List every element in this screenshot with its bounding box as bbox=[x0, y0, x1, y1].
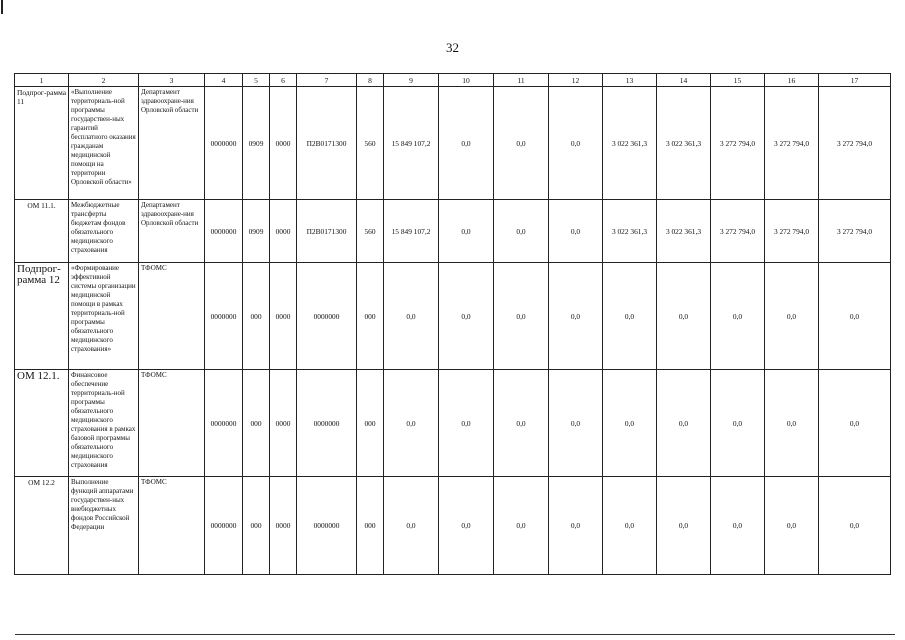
row-code: Подпрог-рамма 12 bbox=[15, 263, 69, 370]
cell-value: 3 022 361,3 bbox=[657, 200, 711, 263]
cell-value: 3 272 794,0 bbox=[711, 87, 765, 200]
cell-value: 0000000 bbox=[297, 370, 357, 477]
cell-value: 3 272 794,0 bbox=[819, 200, 891, 263]
cell-value: 0000 bbox=[270, 477, 297, 575]
column-header: 15 bbox=[711, 74, 765, 87]
table-row bbox=[15, 370, 891, 477]
column-header: 16 bbox=[765, 74, 819, 87]
cell-value: 0,0 bbox=[494, 370, 549, 477]
cell-value: 0,0 bbox=[657, 263, 711, 370]
row-executor: ТФОМС bbox=[139, 477, 205, 575]
column-header: 3 bbox=[139, 74, 205, 87]
budget-table bbox=[14, 73, 891, 575]
cell-value: 0000000 bbox=[205, 477, 243, 575]
row-executor: ТФОМС bbox=[139, 370, 205, 477]
cell-value: 0,0 bbox=[819, 477, 891, 575]
column-header: 2 bbox=[69, 74, 139, 87]
cell-value: 0,0 bbox=[494, 263, 549, 370]
column-header: 4 bbox=[205, 74, 243, 87]
cell-value: 3 272 794,0 bbox=[711, 200, 765, 263]
cell-value: 0000000 bbox=[205, 87, 243, 200]
cell-value: 15 849 107,2 bbox=[384, 87, 439, 200]
page-number: 32 bbox=[446, 40, 459, 55]
cell-value: 0,0 bbox=[439, 370, 494, 477]
cell-value: 3 272 794,0 bbox=[765, 200, 819, 263]
column-header: 13 bbox=[603, 74, 657, 87]
cell-value: 0,0 bbox=[657, 370, 711, 477]
row-executor: ТФОМС bbox=[139, 263, 205, 370]
cell-value: 0,0 bbox=[603, 263, 657, 370]
cell-value: 0,0 bbox=[657, 477, 711, 575]
page-bottom-rule bbox=[15, 634, 895, 635]
cell-value: 0000000 bbox=[205, 200, 243, 263]
column-header: 1 bbox=[15, 74, 69, 87]
column-header: 11 bbox=[494, 74, 549, 87]
cell-value: 0,0 bbox=[549, 263, 603, 370]
row-description: «Формирование эффективной системы организации медицинской помощи в рамках территориаль-ной программы обязательного медицинского страхования» bbox=[69, 263, 139, 370]
cell-value: 0000000 bbox=[205, 263, 243, 370]
cell-value: 3 022 361,3 bbox=[603, 200, 657, 263]
cell-value: 000 bbox=[357, 370, 384, 477]
cell-value: 0000000 bbox=[205, 370, 243, 477]
row-executor: Департамент здравоохране-ния Орловской области bbox=[139, 200, 205, 263]
row-code: Подпрог-рамма 11 bbox=[15, 87, 69, 200]
column-header: 12 bbox=[549, 74, 603, 87]
cell-value: 0,0 bbox=[439, 263, 494, 370]
cell-value: 0,0 bbox=[765, 263, 819, 370]
cell-value: 0,0 bbox=[819, 370, 891, 477]
cell-value: 000 bbox=[243, 370, 270, 477]
row-code: ОМ 12.1. bbox=[15, 370, 69, 477]
cell-value: 3 272 794,0 bbox=[819, 87, 891, 200]
cell-value: П2В0171300 bbox=[297, 200, 357, 263]
cell-value: 0,0 bbox=[711, 263, 765, 370]
cell-value: 560 bbox=[357, 87, 384, 200]
row-code: ОМ 12.2 bbox=[15, 477, 69, 575]
cell-value: 0,0 bbox=[711, 477, 765, 575]
cell-value: 0,0 bbox=[494, 477, 549, 575]
cell-value: 0000 bbox=[270, 87, 297, 200]
table-row bbox=[15, 87, 891, 200]
cell-value: 0000000 bbox=[297, 263, 357, 370]
cell-value: 15 849 107,2 bbox=[384, 200, 439, 263]
cell-value: 0000 bbox=[270, 370, 297, 477]
cell-value: 0,0 bbox=[549, 477, 603, 575]
table-row bbox=[15, 263, 891, 370]
cell-value: 000 bbox=[357, 477, 384, 575]
column-header: 8 bbox=[357, 74, 384, 87]
cell-value: 0000000 bbox=[297, 477, 357, 575]
cell-value: 3 022 361,3 bbox=[603, 87, 657, 200]
table-row bbox=[15, 477, 891, 575]
cell-value: 0,0 bbox=[549, 87, 603, 200]
row-description: «Выполнение территориаль-ной программы государствен-ных гарантий бесплатного оказания гражданам медицинской помощи на территории Орловской области» bbox=[69, 87, 139, 200]
cell-value: 0909 bbox=[243, 200, 270, 263]
cell-value: 0,0 bbox=[439, 87, 494, 200]
column-header: 10 bbox=[439, 74, 494, 87]
cell-value: 0,0 bbox=[711, 370, 765, 477]
cell-value: 0,0 bbox=[494, 87, 549, 200]
cell-value: 0,0 bbox=[549, 370, 603, 477]
cell-value: 0,0 bbox=[494, 200, 549, 263]
cell-value: 0,0 bbox=[603, 477, 657, 575]
cell-value: П2В0171300 bbox=[297, 87, 357, 200]
row-executor: Департамент здравоохране-ния Орловской области bbox=[139, 87, 205, 200]
cell-value: 0,0 bbox=[603, 370, 657, 477]
column-header: 17 bbox=[819, 74, 891, 87]
cell-value: 000 bbox=[243, 477, 270, 575]
cell-value: 0000 bbox=[270, 263, 297, 370]
cell-value: 000 bbox=[357, 263, 384, 370]
cell-value: 0,0 bbox=[819, 263, 891, 370]
column-header: 14 bbox=[657, 74, 711, 87]
cell-value: 0,0 bbox=[384, 477, 439, 575]
cell-value: 000 bbox=[243, 263, 270, 370]
cell-value: 3 022 361,3 bbox=[657, 87, 711, 200]
cell-value: 0909 bbox=[243, 87, 270, 200]
cell-value: 560 bbox=[357, 200, 384, 263]
column-header: 9 bbox=[384, 74, 439, 87]
header-row bbox=[15, 74, 891, 87]
cell-value: 0,0 bbox=[439, 200, 494, 263]
cell-value: 0,0 bbox=[549, 200, 603, 263]
table-row bbox=[15, 200, 891, 263]
cell-value: 0,0 bbox=[439, 477, 494, 575]
row-description: Финансовое обеспечение территориаль-ной программы обязательного медицинского страхования в рамках базовой программы обязательного медицинского страхования bbox=[69, 370, 139, 477]
cell-value: 0,0 bbox=[384, 370, 439, 477]
row-code: ОМ 11.1. bbox=[15, 200, 69, 263]
cell-value: 3 272 794,0 bbox=[765, 87, 819, 200]
cell-value: 0,0 bbox=[765, 477, 819, 575]
row-description: Выполнение функций аппаратами государствен-ных внебюджетных фондов Российской Федерации bbox=[69, 477, 139, 575]
column-header: 7 bbox=[297, 74, 357, 87]
cell-value: 0000 bbox=[270, 200, 297, 263]
scan-edge-mark bbox=[1, 0, 3, 14]
cell-value: 0,0 bbox=[384, 263, 439, 370]
cell-value: 0,0 bbox=[765, 370, 819, 477]
column-header: 6 bbox=[270, 74, 297, 87]
row-description: Межбюджетные трансферты бюджетам фондов обязательного медицинского страхования bbox=[69, 200, 139, 263]
column-header: 5 bbox=[243, 74, 270, 87]
